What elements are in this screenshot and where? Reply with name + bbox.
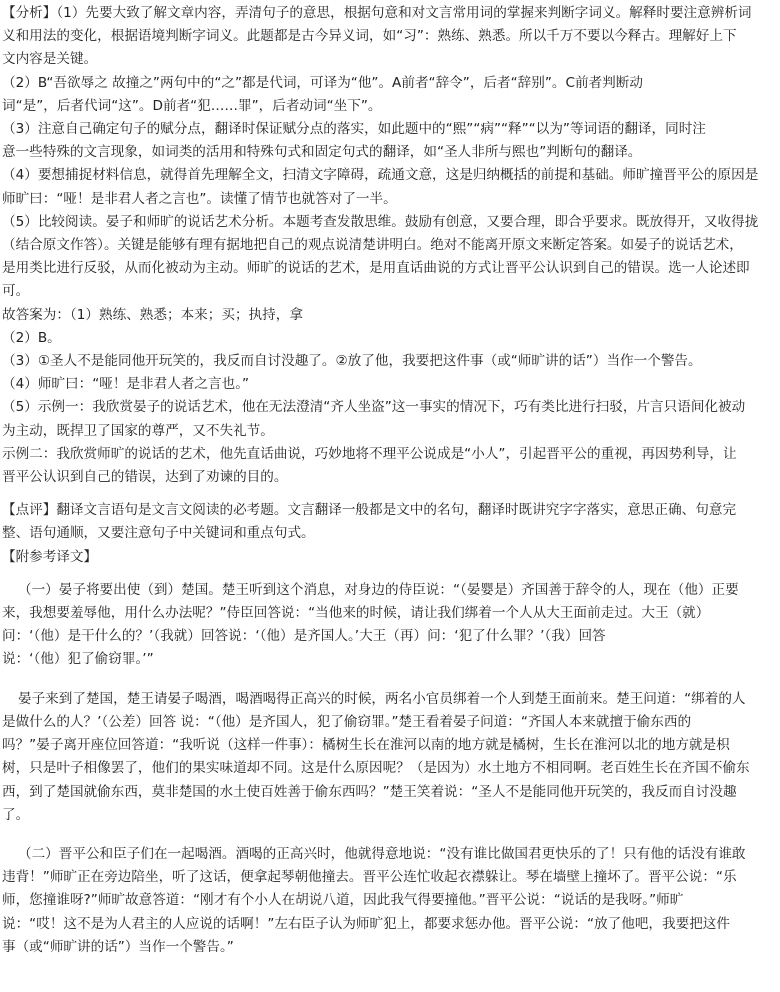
comment-line: 【点评】翻译文言语句是文言文阅读的必考题。文言翻译一般都是文中的名句，翻译时既讲究字字落实，意思正确、句意完: [2, 502, 737, 519]
text-line: 词“是”，后者代词“这”。D前者“犯……罪”，后者动词“坐下”。: [2, 97, 382, 114]
translation-line: 说：“哎！这不是为人君主的人应说的话啊！”左右臣子认为师旷犯上，都要求惩办他。晋平公说：“放了他吧，我要把这件: [2, 915, 730, 932]
translation-paragraph-2: [2, 688, 777, 827]
text-line: （2）B“吾欲辱之 故撞之”两句中的“之”都是代词，可译为“他”。A前者“辞令”，后者“辞别”。C前者判断动: [2, 74, 643, 91]
translation-line: 晏子来到了楚国，楚王请晏子喝酒，喝酒喝得正高兴的时候，两名小官员绑着一个人到楚王面前来。楚王问道：“绑着的人: [18, 690, 746, 707]
answer-line: 示例二：我欣赏师旷的说话的艺术，他先直话曲说，巧妙地将不理平公说成是“小人”，引起晋平公的重视，再因势利导，让: [2, 445, 737, 462]
text-line: （3）注意自己确定句子的赋分点，翻译时保证赋分点的落实，如此题中的“熙”“病”“释”“以为”等词语的翻译，同时注: [2, 121, 706, 138]
answer-line: （4）师旷曰：“哑！是非君人者之言也。”: [2, 376, 250, 393]
answer-line: 故答案为：（1）熟练、熟悉；本来；买；执持，拿: [2, 306, 303, 323]
text-line: 意一些特殊的文言现象，如词类的活用和特殊句式和固定句式的翻译，如“圣人非所与熙也”判断句的翻译。: [2, 144, 642, 161]
text-line: 是用类比进行反驳，从而化被动为主动。师旷的说话的艺术，是用直话曲说的方式让晋平公认识到自己的错误。选一人论述即: [2, 260, 750, 277]
translation-line: 吗？”晏子离开座位回答道：“我听说（这样一件事）：橘树生长在淮河以南的地方就是橘树，生长在淮河以北的地方就是枳: [2, 737, 730, 754]
translation-line: 问：‘（他）是干什么的？’（我就）回答说：‘（他）是齐国人。’大王（再）问：‘犯了什么罪？’（我）回答: [2, 628, 606, 645]
text-line: 可。: [2, 283, 30, 300]
answer-line: 晋平公认识到自己的错误，达到了劝谏的目的。: [2, 469, 288, 486]
text-line: 文内容是关键。: [2, 51, 98, 68]
spacer: [2, 569, 777, 579]
translation-line: 师，您撞谁呀?”师旷故意答道：“刚才有个小人在胡说八道，因此我气得要撞他。”晋平公说：“说话的是我呀。”师旷: [2, 892, 684, 909]
text-line: （5）比较阅读。晏子和师旷的说话艺术分析。本题考查发散思维。鼓励有创意，又要合理，即合乎要求。既放得开，又收得拢: [2, 213, 759, 230]
spacer: [2, 827, 777, 843]
analysis-section: [2, 2, 777, 489]
answer-line: （5）示例一：我欣赏晏子的说话艺术，他在无法澄清“齐人坐盗”这一事实的情况下，巧有类比进行扫驳，片言只语间化被动: [2, 399, 746, 416]
translation-line: 违背！”师旷正在旁边陪坐，听了这话，便拿起琴朝他撞去。晋平公连忙收起衣襟躲让。琴在墙壁上撞坏了。晋平公说：“乐: [2, 869, 737, 886]
comment-line: 整、语句通顺，又要注意句子中关键词和重点句式。: [2, 525, 315, 542]
comment-section: [2, 499, 777, 569]
translation-line: 西，到了楚国就偷东西，莫非楚国的水土使百姓善于偷东西吗？”楚王笑着说：“圣人不是能同他开玩笑的，我反而自讨没趣: [2, 783, 737, 800]
reference-translation-heading: 【附参考译文】: [2, 548, 98, 565]
translation-line: 了。: [2, 806, 30, 823]
text-line: （结合原文作答）。关键是能够有理有据地把自己的观点说清楚讲明白。绝对不能离开原文来断定答案。如晏子的说话艺术，: [2, 237, 743, 254]
translation-line: 说：‘（他）犯了偷窃罪。’”: [2, 651, 154, 668]
translation-line: 树，只是叶子相像罢了，他们的果实味道却不同。这是什么原因呢？（是因为）水土地方不相同啊。老百姓生长在齐国不偷东: [2, 760, 750, 777]
text-line: 【分析】（1）先要大致了解文章内容，弄清句子的意思，根据句意和对文言常用词的掌握来判断字词义。解释时要注意辨析词: [2, 5, 752, 21]
spacer: [2, 672, 777, 688]
answer-line: 为主动，既捍卫了国家的尊严，又不失礼节。: [2, 422, 274, 439]
translation-paragraph-3: [2, 843, 777, 959]
answer-line: （2）B。: [2, 329, 61, 346]
translation-line: 来，我想要羞辱他，用什么办法呢？”侍臣回答说：“当他来的时候，请让我们绑着一个人从大王面前走过。大王（就）: [2, 605, 710, 622]
text-line: （4）要想捕捉材料信息，就得首先理解全文，扫清文字障碍，疏通文意，这是归纳概括的前提和基础。师旷撞晋平公的原因是: [2, 167, 759, 184]
translation-line: 事（或“师旷讲的话”）当作一个警告。”: [2, 938, 234, 955]
text-line: 义和用法的变化，根据语境判断字词义。此题都是古今异义词，如“习”：熟练、熟悉。所以千万不要以今释古。理解好上下: [2, 28, 737, 45]
translation-line: （二）晋平公和臣子们在一起喝酒。酒喝的正高兴时，他就得意地说：“没有谁比做国君更快乐的了！只有他的话没有谁敢: [18, 845, 746, 862]
spacer: [2, 489, 777, 499]
text-line: 师旷曰：“哑！是非君人者之言也”。读懂了情节也就答对了一半。: [2, 190, 397, 207]
translation-line: 是做什么的人？’（公差）回答 说：“（他）是齐国人，犯了偷窃罪。”楚王看着晏子问道：“齐国人本来就擅于偷东西的: [2, 713, 692, 730]
answer-line: （3）①圣人不是能同他开玩笑的，我反而自讨没趣了。②放了他，我要把这件事（或“师旷讲的话”）当作一个警告。: [2, 353, 702, 370]
translation-paragraph-1: [2, 579, 777, 672]
translation-line: （一）晏子将要出使（到）楚国。楚王听到这个消息，对身边的侍臣说：“（晏婴是）齐国善于辞令的人，现在（他）正要: [18, 581, 739, 598]
